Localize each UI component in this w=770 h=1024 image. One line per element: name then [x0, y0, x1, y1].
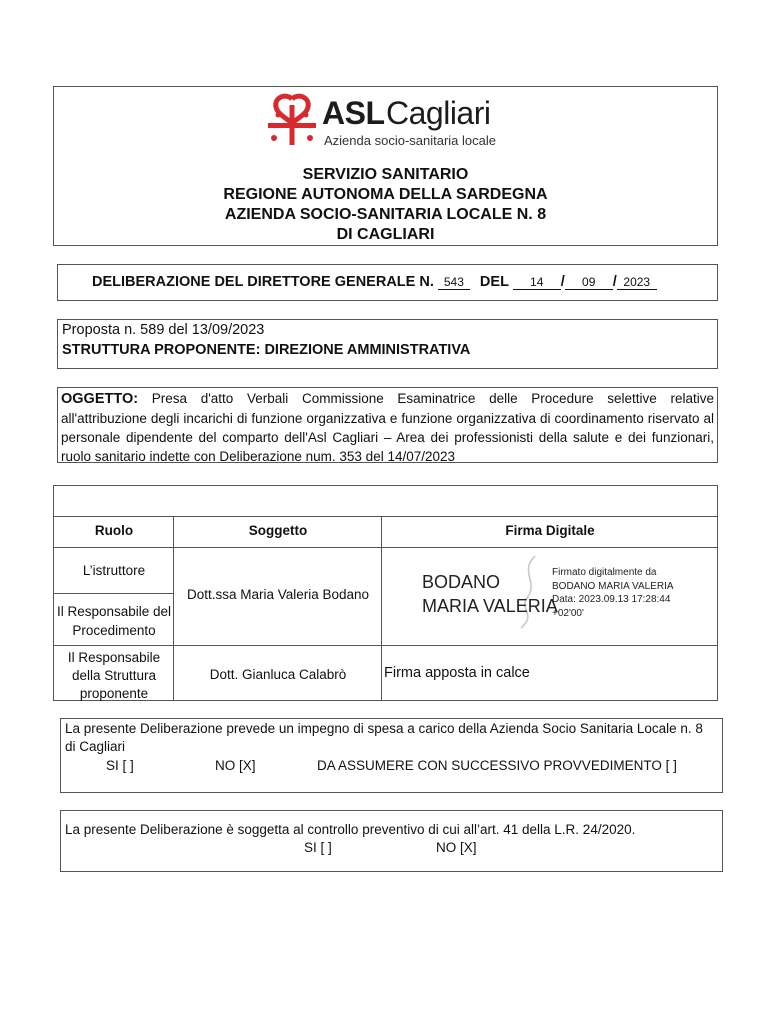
header-soggetto: Soggetto: [248, 523, 308, 538]
impegno-si-option: SI [ ]: [106, 758, 134, 773]
delibera-day: 14: [513, 275, 561, 290]
soggetto-calabro: Dott. Gianluca Calabrò: [209, 667, 347, 682]
struttura-proponente: STRUTTURA PROPONENTE: DIREZIONE AMMINISTRATIVA: [62, 342, 471, 358]
oggetto-label: OGGETTO:: [61, 391, 139, 407]
asl-heart-cross-icon: [264, 93, 320, 149]
digital-signature-name: [422, 570, 558, 618]
impegno-text: La presente Deliberazione prevede un impegno di spesa a carico della Azienda Socio Sanitaria Locale n. 8 di Cagliari: [65, 721, 703, 754]
header-line-4: DI CAGLIARI: [336, 226, 435, 243]
firma-in-calce: Firma apposta in calce: [384, 665, 530, 681]
delibera-line: [92, 274, 657, 290]
delibera-sep-1: /: [560, 274, 565, 290]
delibera-sep-2: /: [612, 274, 617, 290]
table-divider: [54, 516, 717, 517]
delibera-month: 09: [565, 275, 613, 290]
impegno-no-option: NO [X]: [215, 758, 256, 773]
table-divider: [54, 593, 174, 594]
controllo-no-option: NO [X]: [436, 840, 477, 855]
signature-table: [53, 485, 718, 701]
table-divider: [54, 547, 717, 548]
header-titles: [54, 165, 717, 245]
proposta-box: [57, 319, 718, 369]
delibera-number: 543: [438, 275, 470, 290]
controllo-si-option: SI [ ]: [304, 840, 332, 855]
oggetto-text: Presa d'atto Verbali Commissione Esaminatrice delle Procedure selettive relative all'attribuzione degli incarichi di funzione organizzativa e funzione organizzativa di coordinamento riservato al personale dipendente del comparto dell'Asl Cagliari – Area dei professionisti della salute e dei funzionari, ruolo sanitario indette con Deliberazione num. 353 del 14/07/2023: [61, 391, 714, 464]
document-header: [53, 86, 718, 246]
table-divider: [54, 645, 717, 646]
signature-info-line-4: +02'00': [552, 607, 584, 619]
oggetto-text-block: [61, 389, 714, 466]
controllo-preventivo-box: [60, 810, 723, 872]
soggetto-bodano: Dott.ssa Maria Valeria Bodano: [186, 587, 370, 602]
signature-name-line-2: MARIA VALERIA: [422, 596, 558, 616]
ruolo-responsabile-procedimento: Il Responsabile del Procedimento: [56, 604, 172, 638]
signature-info-line-3: Data: 2023.09.13 17:28:44: [552, 594, 671, 605]
header-line-3: AZIENDA SOCIO-SANITARIA LOCALE N. 8: [224, 206, 547, 223]
header-ruolo: Ruolo: [94, 523, 134, 538]
impegno-spesa-box: [60, 718, 723, 793]
signature-info-line-2: BODANO MARIA VALERIA: [552, 580, 674, 592]
header-firma: Firma Digitale: [505, 523, 595, 538]
delibera-box: [57, 264, 718, 301]
delibera-year: 2023: [617, 275, 657, 290]
controllo-text: La presente Deliberazione è soggetta al controllo preventivo di cui all’art. 41 della L.R. 24/2020.: [65, 822, 636, 837]
logo-subtitle: Azienda socio-sanitaria locale: [324, 133, 496, 148]
logo-brand-regular: Cagliari: [386, 95, 491, 131]
signature-name-line-1: BODANO: [422, 572, 501, 592]
delibera-del-label: DEL: [479, 274, 509, 290]
header-line-2: REGIONE AUTONOMA DELLA SARDEGNA: [223, 186, 548, 203]
asl-cagliari-logo: [264, 93, 504, 153]
delibera-prefix: DELIBERAZIONE DEL DIRETTORE GENERALE N.: [92, 274, 434, 290]
logo-brand-bold: ASL: [322, 95, 385, 131]
header-line-1: SERVIZIO SANITARIO: [302, 166, 469, 183]
digital-signature-info: [552, 566, 674, 620]
ruolo-istruttore: L’istruttore: [82, 563, 146, 578]
signature-info-line-1: Firmato digitalmente da: [552, 567, 657, 578]
oggetto-box: [57, 387, 718, 463]
impegno-da-assumere-option: DA ASSUMERE CON SUCCESSIVO PROVVEDIMENTO [ ]: [317, 758, 677, 773]
ruolo-responsabile-struttura: Il Responsabile della Struttura proponente: [67, 650, 161, 701]
proposta-number: Proposta n. 589 del 13/09/2023: [62, 322, 265, 338]
